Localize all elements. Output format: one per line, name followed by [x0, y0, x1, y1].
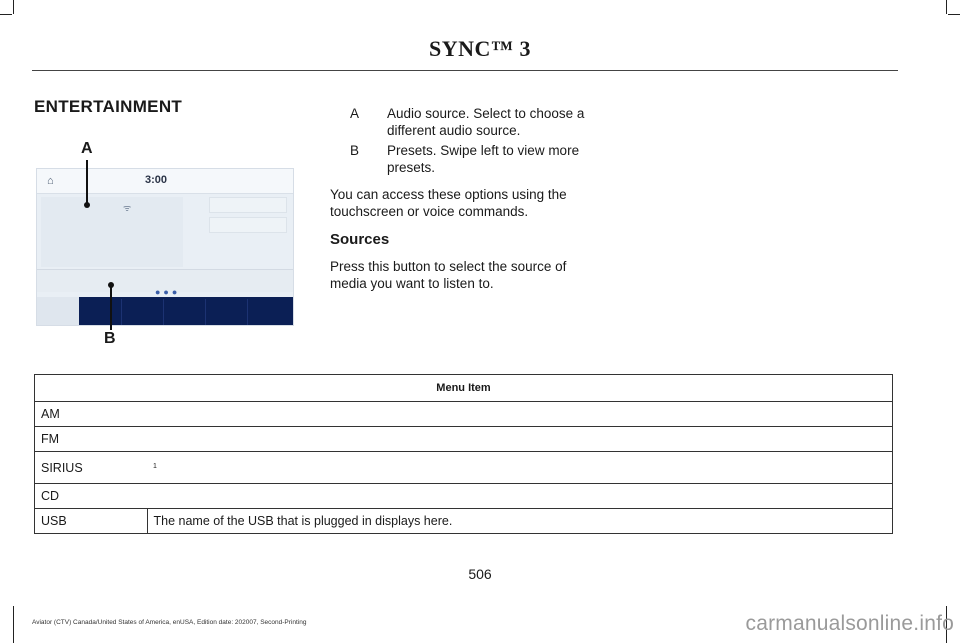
menu-item-name: CD: [35, 484, 148, 509]
audio-source-panel: [41, 197, 183, 267]
crop-mark-top-right-h: [948, 14, 960, 15]
sources-heading: Sources: [330, 231, 390, 248]
screen-tile-2: [209, 217, 287, 233]
preset-separator: [121, 299, 122, 325]
callout-label-b: B: [104, 330, 116, 347]
touchscreen-illustration: [36, 168, 294, 326]
menu-item-table: [34, 374, 893, 534]
table-row: [35, 484, 893, 509]
callout-line-b: [110, 285, 112, 330]
watermark: carmanualsonline.info: [745, 612, 954, 635]
page-number: 506: [468, 566, 492, 582]
legend-key: B: [350, 143, 360, 158]
signal-icon: ᯤ: [123, 203, 132, 213]
screen-status-bar: [37, 169, 293, 194]
callout-dot-a: [84, 202, 90, 208]
table-row: [35, 427, 893, 452]
menu-item-desc: [147, 402, 893, 427]
table-row: [35, 402, 893, 427]
preset-page-dots-icon: ●●●: [155, 287, 181, 297]
legend-text: Presets. Swipe left to view more presets.: [387, 143, 580, 175]
home-icon: ⌂: [47, 175, 54, 187]
table-row: [35, 509, 893, 534]
preset-separator: [205, 299, 206, 325]
callout-line-a: [86, 160, 88, 205]
intro-paragraph: You can access these options using the touchscreen or voice commands.: [330, 187, 567, 219]
preset-separator: [163, 299, 164, 325]
menu-item-name: SIRIUS: [35, 452, 148, 484]
screen-tile-1: [209, 197, 287, 213]
menu-item-note-cell: [147, 452, 893, 484]
legend-key: A: [350, 106, 360, 121]
page-title: SYNC™ 3: [429, 36, 531, 61]
presets-bar-first-slot: [37, 297, 79, 326]
footnote-marker: 1: [153, 462, 157, 470]
callout-label-a: A: [81, 140, 93, 157]
crop-mark-top-right-v: [946, 0, 947, 14]
table-header-row: [35, 375, 893, 402]
menu-item-name: USB: [35, 509, 148, 534]
section-heading: ENTERTAINMENT: [34, 97, 183, 116]
header-rule: [32, 70, 898, 71]
table-row: [35, 452, 893, 484]
crop-mark-top-left-v: [13, 0, 14, 14]
table-header: Menu Item: [35, 375, 893, 402]
menu-item-name: AM: [35, 402, 148, 427]
menu-item-name: FM: [35, 427, 148, 452]
legend-item-b: [350, 142, 610, 176]
menu-item-desc: [147, 427, 893, 452]
screen-clock: 3:00: [145, 174, 168, 186]
sources-paragraph: Press this button to select the source of media you want to listen to.: [330, 259, 567, 291]
crop-mark-bottom-left-v: [13, 606, 14, 643]
menu-item-desc: The name of the USB that is plugged in displays here.: [147, 509, 893, 534]
entertainment-screen-figure: [36, 168, 294, 326]
legend-item-a: [350, 105, 610, 139]
crop-mark-top-left-h: [0, 14, 12, 15]
preset-separator: [247, 299, 248, 325]
footer-edition-text: Aviator (CTV) Canada/United States of America, enUSA, Edition date: 202007, Second-Printing: [32, 619, 307, 626]
legend-text: Audio source. Select to choose a different audio source.: [387, 106, 585, 138]
menu-item-desc: [147, 484, 893, 509]
